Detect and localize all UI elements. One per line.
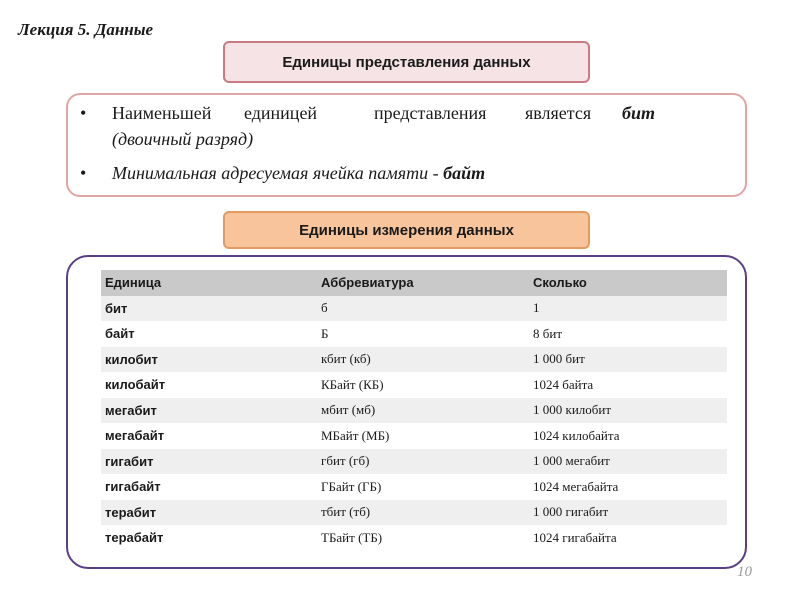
units-table [101,270,727,551]
cell-abbreviation: ГБайт (ГБ) [317,474,529,500]
table-row [101,525,727,551]
bullet-marker: • [80,163,87,183]
cell-unit: бит [101,296,317,322]
bullet-marker: • [80,103,87,123]
cell-amount: 1 000 бит [529,347,727,373]
bullet1-word-4: является [525,103,592,123]
bullet1-word-1: Наименьшей [112,103,212,123]
cell-unit: терабайт [101,525,317,551]
cell-amount: 1 [529,296,727,322]
table-header-row [101,270,727,296]
cell-amount: 1024 гигабайта [529,525,727,551]
column-header-amount: Сколько [529,270,727,296]
cell-unit: килобайт [101,372,317,398]
cell-unit: гигабайт [101,474,317,500]
table-row [101,321,727,347]
bullet2-text: Минимальная адресуемая ячейка памяти - [112,163,444,183]
representation-info-box [66,93,747,197]
cell-amount: 1024 мегабайта [529,474,727,500]
cell-amount: 8 бит [529,321,727,347]
cell-abbreviation: тбит (тб) [317,500,529,526]
cell-amount: 1024 килобайта [529,423,727,449]
bullet-min-addressable [80,161,486,185]
table-row [101,347,727,373]
cell-unit: мегабит [101,398,317,424]
bullet1-word-3: представления [374,103,487,123]
column-header-abbreviation: Аббревиатура [317,270,529,296]
section-header-representation: Единицы представления данных [223,41,590,83]
cell-abbreviation: МБайт (МБ) [317,423,529,449]
section-header-measurement: Единицы измерения данных [223,211,590,249]
table-row [101,398,727,424]
cell-unit: килобит [101,347,317,373]
cell-abbreviation: Б [317,321,529,347]
cell-unit: гигабит [101,449,317,475]
table-row [101,296,727,322]
bullet-smallest-unit [80,101,732,125]
cell-abbreviation: б [317,296,529,322]
units-table-container [66,255,747,569]
page-number: 10 [737,564,752,580]
cell-unit: мегабайт [101,423,317,449]
bullet1-bit-term: бит [622,103,655,123]
cell-unit: байт [101,321,317,347]
cell-amount: 1 000 гигабит [529,500,727,526]
cell-unit: терабит [101,500,317,526]
cell-abbreviation: гбит (гб) [317,449,529,475]
column-header-unit: Единица [101,270,317,296]
table-row [101,500,727,526]
cell-abbreviation: ТБайт (ТБ) [317,525,529,551]
bullet1-word-2: единицей [244,103,318,123]
table-row [101,474,727,500]
table-row [101,423,727,449]
cell-abbreviation: мбит (мб) [317,398,529,424]
cell-abbreviation: КБайт (КБ) [317,372,529,398]
table-row [101,449,727,475]
cell-abbreviation: кбит (кб) [317,347,529,373]
cell-amount: 1 000 килобит [529,398,727,424]
bullet2-byte-term: байт [443,163,486,183]
cell-amount: 1 000 мегабит [529,449,727,475]
table-row [101,372,727,398]
slide-title: Лекция 5. Данные [18,20,154,39]
cell-amount: 1024 байта [529,372,727,398]
bullet1-continuation: (двоичный разряд) [112,129,254,149]
